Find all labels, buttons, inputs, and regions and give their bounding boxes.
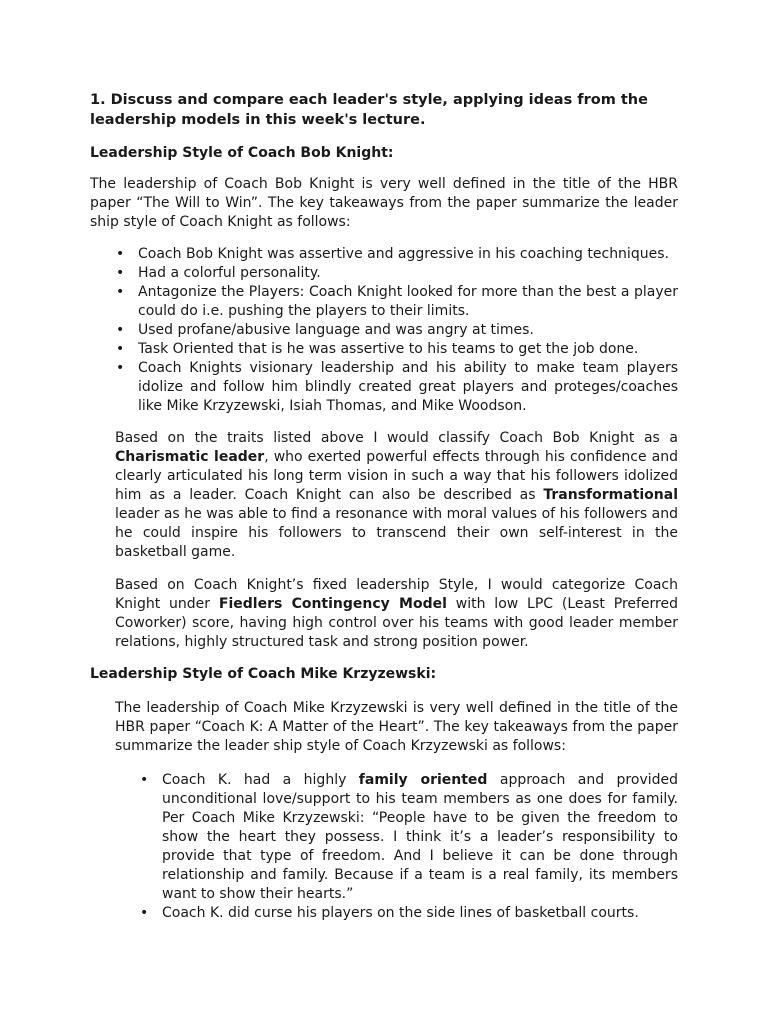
bullet-icon: • [116,360,125,376]
list-item [114,359,678,416]
list-item [114,245,678,264]
paragraph-text: , who exerted powerful effects through his confidence and clearly articulated his long term vision in such a way that his followers idolized him as a leader. Coach Knight can also be described as [115,449,678,503]
paragraph-text: with low LPC (Least Preferred Coworker) score, having high control over his teams with good leader member relations, highly structured task and strong position power. [115,596,678,650]
bob-knight-intro-paragraph: The leadership of Coach Bob Knight is very well defined in the title of the HBR paper “The Will to Win”. The key takeaways from the paper summarize the leader ship style of Coach Knight as follows: [90,176,678,230]
bullet-icon: • [116,265,125,281]
transformational-term: Transformational [543,487,678,503]
list-item [114,340,678,359]
list-item-text: Task Oriented that is he was assertive to his teams to get the job done. [138,341,639,357]
question-heading: 1. Discuss and compare each leader's style, applying ideas from the leadership models in this week's lecture. [90,92,648,128]
list-item-text: Antagonize the Players: Coach Knight looked for more than the best a player could do i.e. pushing the players to their limits. [138,284,678,319]
list-item-text: Coach Knights visionary leadership and his ability to make team players idolize and follow him blindly created great players and proteges/coaches like Mike Krzyzewski, Isiah Thomas, and Mike Woodson. [138,360,678,414]
paragraph-text: leader as he was able to find a resonance with moral values of his followers and he could inspire his followers to transcend their own self-interest in the basketball game. [115,506,678,560]
list-item [114,321,678,340]
list-item [138,904,678,923]
krzyzewski-intro-paragraph: The leadership of Coach Mike Krzyzewski is very well defined in the title of the HBR paper “Coach K: A Matter of the Heart”. The key takeaways from the paper summarize the leader ship style of Coach Krzyzewski as follows: [115,700,678,754]
charismatic-leader-term: Charismatic leader [115,449,265,465]
krzyzewski-trait-list [138,771,678,923]
charismatic-leader-paragraph [115,429,678,562]
list-item-text: Had a colorful personality. [138,265,321,281]
bullet-icon: • [140,905,149,921]
list-item-text: Coach K. had a highly [162,772,359,788]
paragraph-text: Based on the traits listed above I would classify Coach Bob Knight as a [115,430,678,446]
list-item-text: Coach Bob Knight was assertive and aggressive in his coaching techniques. [138,246,669,262]
bob-knight-trait-list [114,245,678,416]
fiedler-model-paragraph [115,576,678,652]
list-item [138,771,678,904]
bullet-icon: • [116,322,125,338]
bullet-icon: • [116,284,125,300]
list-item [114,283,678,321]
bullet-icon: • [116,341,125,357]
list-item-text: Coach K. did curse his players on the side lines of basketball courts. [162,905,639,921]
section-heading-mike-krzyzewski: Leadership Style of Coach Mike Krzyzewski: [90,666,437,682]
list-item-text: approach and provided unconditional love/support to his team members as one does for family. Per Coach Mike Krzyzewski: “People have to be given the freedom to show the heart they possess. I think it’s a leader’s responsibility to provide that type of freedom. And I believe it can be done through relationship and family. Because if a team is a real family, its members want to show their hearts.” [162,772,679,902]
fiedler-model-term: Fiedlers Contingency Model [218,596,447,612]
paragraph-text: Based on Coach Knight’s fixed leadership Style, I would categorize Coach Knight under [115,577,678,612]
section-heading-bob-knight: Leadership Style of Coach Bob Knight: [90,145,394,161]
bullet-icon: • [116,246,125,262]
family-oriented-term: family oriented [358,772,488,788]
bullet-icon: • [140,772,149,788]
list-item-text: Used profane/abusive language and was angry at times. [138,322,534,338]
list-item [114,264,678,283]
